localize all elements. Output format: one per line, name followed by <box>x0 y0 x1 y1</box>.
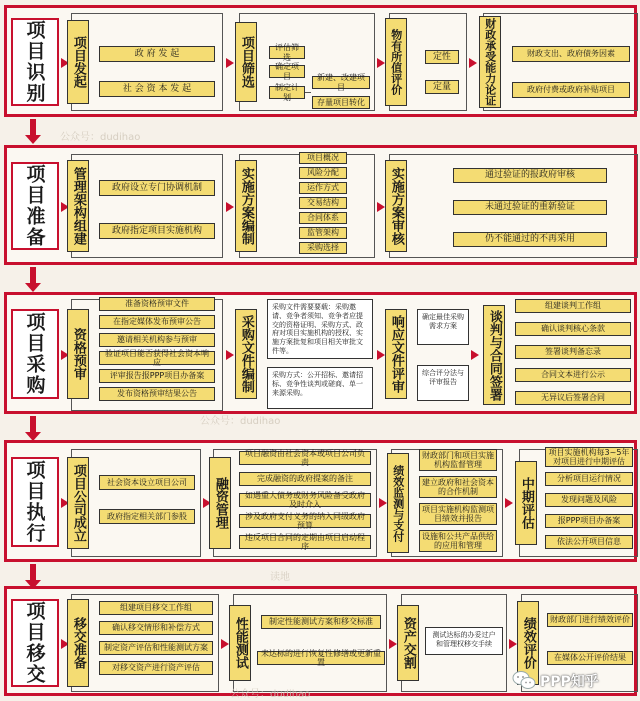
step-item: 合同体系 <box>299 212 347 224</box>
step-item: 财政部门进行绩效评价 <box>547 613 633 627</box>
watermark: 读地 <box>270 572 290 583</box>
step-item: 无异议后签署合同 <box>515 391 631 405</box>
step-item: 组建谈判工作组 <box>515 299 631 313</box>
step-item: 邀请相关机构参与预审 <box>99 333 215 347</box>
step-item: 未达标的进行恢复性修缮或更新重置 <box>257 651 385 665</box>
step-item: 涉及政府支付义务的纳入同级政府预算 <box>239 514 371 528</box>
step-item: 确定最佳采购需求方案 <box>417 309 469 345</box>
step-negotiation-contract: 谈判与合同签署 <box>483 305 505 405</box>
step-plan-drafting: 实施方案编制 <box>235 160 257 252</box>
step-item: 项目融资由社会资本或项目公司负责 <box>239 451 371 465</box>
step-item: 如遇重大债务或财务风险备受政府及时介入 <box>239 493 371 507</box>
step-item: 政 府 发 起 <box>99 46 215 62</box>
step-item: 财政支出、政府债务因素 <box>512 46 630 62</box>
procurement-doc-note: 采购文件需要要载：采购邀请、竞争者须知、竞争者应提交的资格证明、采购方式、政府对项目实施机构的授权、实施方案批复和项目相关审批文件等。 <box>267 299 373 359</box>
step-transfer-preparation: 移交准备 <box>67 599 89 687</box>
stage-label: 项目移交 <box>11 599 59 687</box>
step-item: 组建项目移交工作组 <box>99 601 213 615</box>
step-item: 财政部门和项目实施机构监督管理 <box>419 449 497 471</box>
step-performance-monitoring: 绩效监测与支付 <box>387 453 409 553</box>
step-item: 报PPP项目办备案 <box>545 514 633 528</box>
step-item: 政府指定项目实施机构 <box>99 223 215 239</box>
step-financing-management: 融资管理 <box>209 457 231 549</box>
step-item: 签署谈判备忘录 <box>515 345 631 359</box>
step-item: 在指定媒体发布预审公告 <box>99 315 215 329</box>
step-mid-term-evaluation: 中期评估 <box>515 461 537 545</box>
step-item: 设施和公共产品供给的应用和管理 <box>419 530 497 552</box>
step-item: 依法公开项目信息 <box>545 535 633 549</box>
step-company-establishment: 项目公司成立 <box>67 457 89 549</box>
step-item: 制定性能测试方案和移交标准 <box>261 615 381 629</box>
stage-label: 项目采购 <box>11 309 59 399</box>
step-performance-evaluation: 绩效评价 <box>517 601 539 685</box>
step-performance-testing: 性能测试 <box>229 605 251 681</box>
step-item: 评审报告报PPP项目办备案 <box>99 369 215 383</box>
step-subitem: 新建、改建项目 <box>312 76 370 89</box>
step-procurement-documents: 采购文件编制 <box>235 309 257 399</box>
step-item: 定量 <box>425 80 459 94</box>
step-project-initiation: 项目发起 <box>67 20 89 104</box>
watermark: 公众号：dudihao <box>200 416 281 427</box>
step-item: 建立政府和社会资本的合作机制 <box>419 476 497 498</box>
watermark: 公众号：dudihao <box>230 689 311 700</box>
step-item: 风险分配 <box>299 167 347 179</box>
step-item: 项目实施机构监测项目绩效并报告 <box>419 503 497 525</box>
step-item: 确认移交情形和补偿方式 <box>99 621 213 635</box>
step-item: 违反项目合同的定期由项目启动程序 <box>239 535 371 549</box>
step-item: 仍不能通过的不再采用 <box>453 232 607 247</box>
step-item: 交易结构 <box>299 197 347 209</box>
step-subitem: 存量项目转化 <box>312 96 370 109</box>
step-management-structure: 管理架构组建 <box>67 160 89 252</box>
step-item: 准备资格预审文件 <box>99 297 215 311</box>
step-item: 监管架构 <box>299 227 347 239</box>
step-item: 测试达标的办妥过户和管理权移交手续 <box>425 627 503 655</box>
step-item: 项目概况 <box>299 152 347 164</box>
step-value-for-money: 物有所值评价 <box>385 18 407 106</box>
step-response-evaluation: 响应文件评审 <box>385 309 407 399</box>
step-item: 综合评分法与评审报告 <box>417 365 469 401</box>
brand-text: PPP知乎 <box>540 674 599 690</box>
step-item: 确定项目 <box>269 65 305 78</box>
brand-logo <box>512 666 636 696</box>
step-item: 完成融资的政府提案的备注 <box>239 472 371 486</box>
wechat-icon <box>512 670 536 692</box>
watermark: 公众号：dudihao <box>60 132 141 143</box>
step-item: 未通过验证的重新验证 <box>453 200 607 215</box>
stage-label: 项目准备 <box>11 162 59 250</box>
step-item: 合同文本进行公示 <box>515 368 631 382</box>
step-item: 制定计划 <box>269 86 305 99</box>
step-item: 发布资格预审结果公告 <box>99 387 215 401</box>
step-asset-delivery: 资产交割 <box>397 605 419 681</box>
step-project-screening: 项目筛选 <box>235 22 257 102</box>
step-item: 政府付费或政府补贴项目 <box>512 82 630 98</box>
step-item: 发现问题及风险 <box>545 493 633 507</box>
step-item: 确认谈判核心条款 <box>515 322 631 336</box>
step-item: 定性 <box>425 50 459 64</box>
step-item: 项目实施机构每3~5年对项目进行中期评估 <box>545 447 633 467</box>
step-item: 政府指定相关部门参股 <box>99 509 195 524</box>
stage-execution <box>4 440 637 562</box>
stage-identification <box>4 5 637 117</box>
step-item: 采购选择 <box>299 242 347 254</box>
step-item: 政府设立专门协调机制 <box>99 180 215 196</box>
stage-procurement <box>4 292 637 414</box>
procurement-method-note: 采购方式：公开招标、邀请招标、竞争性谈判或磋商、单一来源采购。 <box>267 367 373 409</box>
step-item: 评估筛选 <box>269 46 305 59</box>
step-item: 在媒体公开评价结果 <box>547 651 633 665</box>
step-item: 运作方式 <box>299 182 347 194</box>
step-prequalification: 资格预审 <box>67 309 89 399</box>
stage-label: 项目执行 <box>11 457 59 547</box>
step-item: 社会资本设立项目公司 <box>99 475 195 490</box>
stage-label: 项目识别 <box>11 18 59 106</box>
step-fiscal-affordability: 财政承受能力论证 <box>479 16 501 108</box>
step-plan-review: 实施方案审核 <box>385 160 407 252</box>
step-item: 验证项目能否获得社会资本响应 <box>99 351 215 365</box>
stage-preparation <box>4 145 637 265</box>
step-item: 通过验证的报政府审核 <box>453 168 607 183</box>
step-item: 社 会 资 本 发 起 <box>99 81 215 97</box>
step-item: 制定资产评估和性能测试方案 <box>99 641 213 655</box>
step-item: 分析项目运行情况 <box>545 472 633 486</box>
step-item: 对移交资产进行资产评估 <box>99 661 213 675</box>
